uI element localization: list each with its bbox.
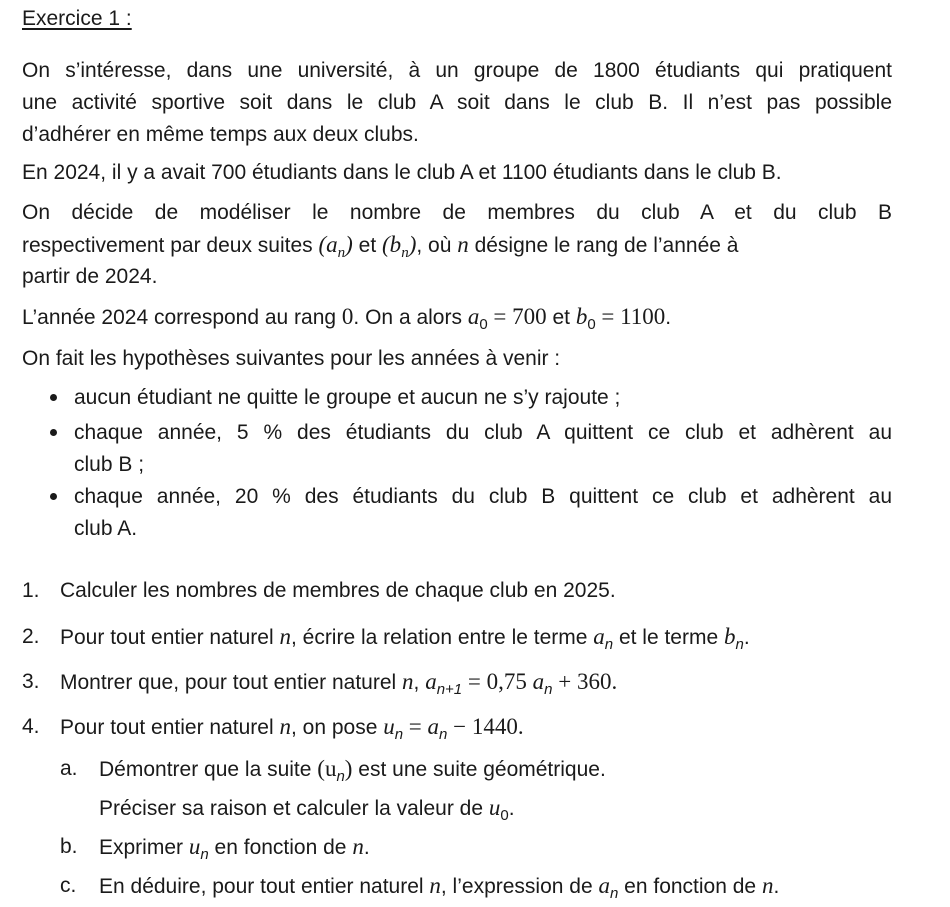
question-4c-letter: c. [60, 874, 77, 897]
question-4b-letter: b. [60, 835, 78, 858]
hypothesis-3-line-2: club A. [74, 517, 138, 540]
question-4a: Démontrer que la suite $(u_n)$ est une suite géométrique. [99, 756, 606, 785]
question-2: Pour tout entier naturel n, écrire la relation entre le terme $a_n$ et le terme $b_n$. [60, 624, 750, 653]
intro-line-1: On s’intéresse, dans une université, à un groupe de 1800 étudiants qui pratiquent [22, 59, 892, 82]
question-3-number: 3. [22, 670, 40, 693]
question-1: Calculer les nombres de membres de chaque club en 2025. [60, 579, 616, 602]
question-3: Montrer que, pour tout entier naturel n, $a_{n+1} = 0,75$ $a_n + 360$. [60, 669, 618, 698]
exercise-title: Exercice 1 : [22, 7, 132, 30]
hypothesis-1: aucun étudiant ne quitte le groupe et aucun ne s’y rajoute ; [74, 386, 621, 409]
question-1-number: 1. [22, 579, 40, 602]
hypothesis-3-line-1: chaque année, 20 % des étudiants du club B quittent ce club et adhèrent au [74, 485, 892, 508]
bullet-dot-2 [50, 429, 57, 436]
question-2-number: 2. [22, 625, 40, 648]
bullet-dot-1 [50, 394, 57, 401]
bullet-dot-3 [50, 493, 57, 500]
enrolment-paragraph: En 2024, il y a avait 700 étudiants dans le club A et 1100 étudiants dans le club B. [22, 161, 782, 184]
hypotheses-heading: On fait les hypothèses suivantes pour les années à venir : [22, 347, 561, 370]
question-4c: En déduire, pour tout entier naturel n, l’expression de $a_n$ en fonction de n. [99, 873, 780, 902]
hypothesis-2-line-2: club B ; [74, 453, 145, 476]
question-4a-line-2: Préciser sa raison et calculer la valeur de $u_0$. [99, 795, 515, 824]
question-4b: Exprimer $u_n$ en fonction de n. [99, 834, 370, 863]
intro-line-3: d’adhérer en même temps aux deux clubs. [22, 123, 419, 146]
question-4a-letter: a. [60, 757, 78, 780]
intro-line-2: une activité sportive soit dans le club A soit dans le club B. Il n’est pas possible [22, 91, 892, 114]
question-4: Pour tout entier naturel n, on pose $u_n = a_n - 1440$. [60, 714, 524, 743]
model-line-2: respectivement par deux suites $(a_n)$ et $(b_n)$, où n désigne le rang de l’année à [22, 232, 739, 261]
question-4-number: 4. [22, 715, 40, 738]
initial-values-line: L’année 2024 correspond au rang 0. On a alors $a_0 = 700$ et $b_0 = 1100$. [22, 304, 672, 333]
model-line-1: On décide de modéliser le nombre de membres du club A et du club B [22, 201, 892, 224]
model-line-3: partir de 2024. [22, 265, 158, 288]
hypothesis-2-line-1: chaque année, 5 % des étudiants du club A quittent ce club et adhèrent au [74, 421, 892, 444]
